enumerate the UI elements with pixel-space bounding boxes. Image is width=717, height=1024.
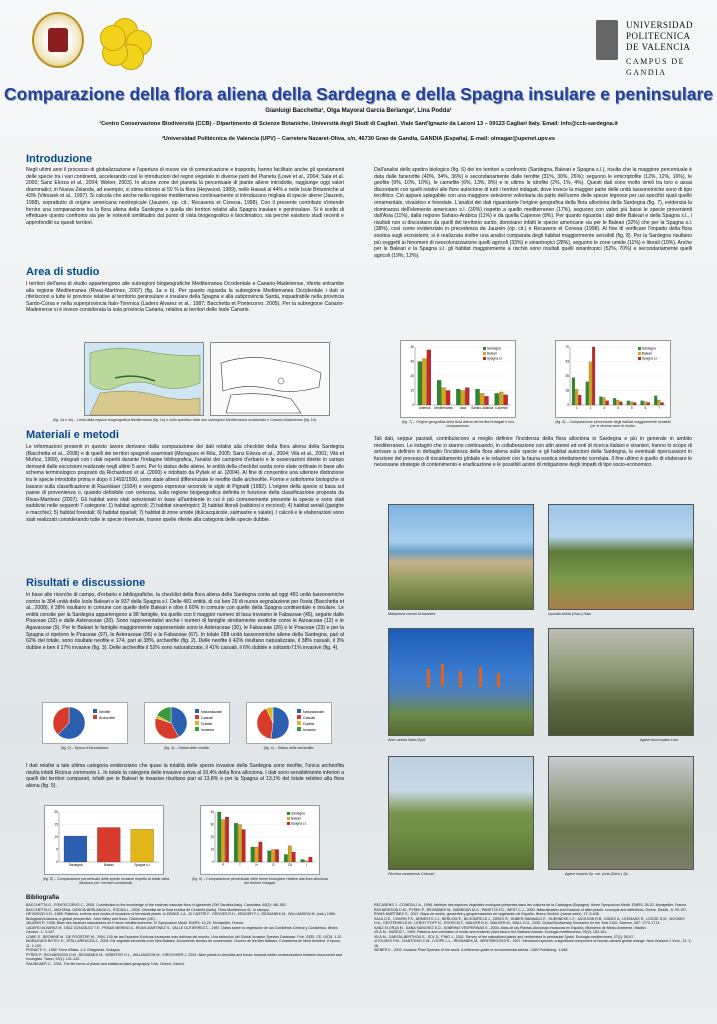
bar (288, 846, 291, 862)
photo-agave (548, 628, 694, 736)
methods-heading: Materiali e metodi (26, 429, 119, 441)
x-tick-label: I (306, 863, 308, 867)
y-tick-label: 0 (56, 860, 58, 865)
bibliography-right (374, 903, 692, 953)
results-heading: Risultati e discussione (26, 577, 146, 589)
upv-line2: POLITECNICA (626, 31, 691, 41)
bar (427, 350, 431, 405)
bar (465, 388, 469, 405)
y-tick-label: 18 (565, 388, 569, 393)
reference-item: PIGNATTI S., 1982. Flora d'Italia, 1-3. Edagricole, Bologna. (26, 948, 121, 952)
upv-line3: DE VALENCIA (626, 42, 691, 52)
bar (504, 395, 508, 405)
x-tick-label: Baleari (104, 863, 114, 867)
legend-label: Invasive (201, 728, 215, 732)
intro-text: Negli ultimi anni il processo di globalizzazione e l'apertura di nuove vie di comunicazione e trasporto, hanno facilitato anche gli spostamenti delle specie tra i vari continenti, accelerando così le introduzioni del regno vegetale in diverse parti del Pianeta (Lowe et al., 2004; Sala et al. 2000; Sanz Elorza et al., 2004; Weber, 2003). In alcune zone del pianeta la percentuale di piante aliene introdotte, raggiunge oggi valori drammatici; in Nuova Zelanda, ad esempio, si stima intorno al 50 % la flora (Heywood, 1989), nelle Hawaii al 44% e nelle Isole Britanniche al 43% (Vitousek et al., 1997). Si calcola che anche nella regione mediterranea continuamente si introducano migliaia di specie aliene (Jauzein, 1998), soprattutto di origine americana neotropicale (Jauzein, op. cit.; Recasens et Conesa, 1998). Con il presente contributo s'intende fornire una comparazione tra la flora aliena della Sardegna e quella dei territori relativi alla Spagna insulare e peninsulare. Si è scelto di effettuare questo confronto sia per le notevoli similitudini dal punto di vista biogeografico e bioclimatico, sia perché esistono studi recenti e approfonditi su questi territori. (26, 167, 344, 226)
upv-campus: CAMPUS DE GANDIA (626, 57, 686, 77)
bar (456, 389, 460, 405)
bar (575, 389, 578, 405)
upv-line1: UNIVERSIDAD (626, 20, 693, 30)
photo3-caption: Aloe camea Salm-Dyck (388, 738, 426, 742)
fig3-caption: (fig. 3) – Status delle neofite. (164, 746, 210, 750)
bar (627, 401, 630, 405)
reference-item: BACCHETTA G., MAYORAL GARCÍA BERLANGA O., PODDA L., 2008. Checklist de la flora exótica de Cerdeña (Italia). Flora Montiberica 41. In stampa. (26, 907, 270, 912)
x-tick-label: 5 (630, 406, 633, 410)
reference-item: MORAGUES BOTEY E., RITA LARRUCEA J., 2005. Els vegetals introduïts a les Illes Balears. Documents tècnics de conservació. Govern de les Illes Balears. Conselleria de Medi Ambient. II época, 11: 1-109. (26, 939, 341, 948)
reference-item: VILÀ M., MUÑOZ I., 1999. Patterns and correlates of exotic and endemic plant taxa in the Balearic islands. Ecologia mediterranea, 25(2): 153-161. (374, 930, 608, 934)
y-tick-label: 5 (56, 847, 58, 852)
fig8-chart-svg (556, 341, 670, 417)
fig1-caption: (fig. 1a e 1b) – Limiti della regione biogeografica Mediterranea (fig. 1a) e nello specifico delle due subregioni Mediterranea occidentale e Canario-Madeirense (fig. 1b). (53, 418, 317, 422)
bar (606, 401, 609, 405)
legend-label: Baleari (291, 816, 301, 821)
y-tick-label: 40 (410, 345, 414, 350)
photo-opuntia (548, 504, 694, 610)
bar (589, 362, 592, 405)
photo-malephora (388, 504, 534, 610)
fig6-chart-svg (201, 806, 319, 874)
bar (292, 852, 295, 862)
bar (442, 388, 446, 405)
bar (633, 403, 636, 405)
bar (661, 403, 664, 405)
bar (578, 395, 581, 405)
bar (271, 850, 274, 863)
bibliography-heading: Bibliografia (26, 895, 60, 901)
legend-label: Invasive (303, 728, 317, 732)
fig4-caption: (fig. 4) – Status delle archeofite. (263, 746, 315, 750)
x-tick-label: 4 (617, 406, 619, 410)
pie-slice (271, 707, 289, 739)
legend-swatch (297, 715, 301, 719)
legend-label: Dubbie (201, 722, 213, 726)
legend-swatch (638, 352, 641, 355)
legend-swatch (483, 347, 486, 350)
bar (418, 362, 422, 406)
photo6-caption: Agave inopina Sp. var. picta (Salm.) Sp. (565, 872, 629, 876)
bar (630, 402, 633, 405)
fig6-caption: (fig. 6) – Comparazione percentuale delle forme biologiche relative alla flora alloctona dei territori indagati. (192, 877, 328, 886)
reference-item: HEYWOOD V.H., 1989. Patterns, extents and modes of invasions of terrestrial plants. In DRAKE J.A., DI CASTRI F., GROVES R.H., KRUGER F.J., REJMANEK M., WILLIAMSON M. (eds.) 1989. Biological invasions, a global perspective. John Wiley and Sons, Chichester (UK). (26, 912, 336, 921)
y-tick-label: 0 (212, 860, 214, 865)
x-tick-label: Spagna s.l. (134, 863, 151, 867)
map-mediterranean-region (84, 342, 204, 416)
x-tick-label: 6 (644, 406, 647, 410)
bar (284, 855, 287, 863)
photo-aloe (388, 628, 534, 736)
legend-swatch (195, 727, 199, 731)
photo2-caption: Opuntia stricta (Haw.) Haw. (548, 612, 592, 616)
poster-title: Comparazione della flora aliena della Sardegna e della Spagna insulare e peninsulare (4, 84, 713, 104)
y-tick-label: 20 (410, 374, 414, 379)
bar (592, 347, 595, 405)
authors: Gianluigi Bacchetta¹, Olga Mayoral García Berlanga², Lina Podda¹ (265, 108, 452, 114)
bar (446, 391, 450, 406)
map-1a-svg (85, 343, 203, 415)
ccb-flower-logo-icon (92, 10, 156, 72)
fig3-pie-svg (145, 703, 229, 743)
study-area-text: I territori dell'area di studio appartengono alle subregioni biogeografiche Mediterranea Occidentale e Canario-Madeirense, riferite entrambe alla regione Mediterranea (Rivas-Martínez, 2007) (fig. 1a e b). Per quanto riguarda la subregione Mediterranea Occidentale i dati si riferiscono a tutte le province relative al territorio peninsulare e insulare della Spagna e alla subprovincia Sarda, inquadrabile nella provincia Sardo-Corsa e nella superprovincia Italo-Tirrenica (Ladero Alvarez et al., 1987; Bacchetta et Pontecorvo, 2005). Per la subregione Canario-Madeirense si è invece considerata la sola provincia Canaria, relativa ai territori delle Isole Canarie. (26, 281, 344, 314)
legend-label: Spagna s.l. (291, 821, 307, 826)
bar (225, 817, 228, 862)
photo4-caption: Agave fourcroydes Lem. (640, 738, 679, 742)
reference-item: LOWE S., BROWNE M., DE POORTER M., 2004. 100 de las Especies Exóticas Invasoras más dañinas del mundo. Una selección del Global Invasive Species Database. Pub. GEEI, CE, UICN. 1-12. (26, 934, 343, 939)
y-tick-label: 20 (54, 810, 58, 815)
bar (305, 861, 308, 862)
legend-label: Naturalizzate (303, 710, 324, 714)
y-tick-label: 0 (567, 403, 569, 408)
legend-label: Baleari (487, 351, 497, 356)
bar (620, 402, 623, 405)
fig2-pie-box (42, 702, 128, 744)
legend-label: Sardegna (642, 346, 656, 351)
reference-item: WEBER E., 2003. Invasive Plant Species of the world. A reference guide to environmental weeds. CABI Publishing. 1-548. (374, 948, 569, 952)
university-cagliari-seal-icon (32, 12, 84, 68)
bar (484, 396, 488, 405)
reference-item: SANZ ELORZA M., DANA SÁNCHEZ E.D., SOBRINO VESPERINAS E., 2004. Atlas de las Plantas Alóctonas Invasoras en España. Ministerio de Medio Ambiente, Madrid. (374, 925, 647, 930)
legend-label: Casuali (201, 716, 213, 720)
x-tick-label: H (255, 863, 258, 867)
bar (616, 400, 619, 405)
affiliation-1: ¹Centro Conservazione Biodiversità (CCB) - Dipartimento di Scienze Botaniche, Università degli Studi di Cagliari. Viale Sant'Ignazio da Laconi 13 – 09123 Cagliari Italy. Email: info@ccb-sardegna.it (99, 121, 618, 127)
legend-label: Neofite (99, 710, 111, 714)
legend-swatch (287, 822, 290, 825)
legend-label: Baleari (642, 351, 652, 356)
photo-pluchea (388, 756, 534, 870)
fig7-chart-svg (401, 341, 515, 417)
results-text-2: I dati relativi a tale ultima categoria evidenziano che quasi la totalità delle specie invasive della Sardegna sono neofite, l'unica archeofita risulta infatti Ricinus communis L. In totale la categoria delle invasive arriva al 10,4% della flora alloctona. I dati sono sensibilmente inferiori a quelli dei territori comparati, infatti per le Baleari le invasive risultano pari al 13,8% e per la Spagna al 13,1% del totale relativo alla flora aliena (fig. 5). (26, 763, 344, 789)
reference-item: RICHARDSON D.M., PYŠEK P., REJMÁNEK M., BARBOUR M.G., PANETTA F.D., WEST C.J., 2000. Naturalization and invasion of alien plants: concepts and definitions. Divers. Distrib., 6: 93-107. (374, 907, 688, 912)
map-western-subregions (210, 342, 330, 416)
legend-swatch (297, 709, 301, 713)
reference-item: RECASENS J., CONESA J.A., 1998. Attributs des espèces végétales exotiques présentes dans les cultures de la Catalogne (Espagne). 6ème Symposium Médit. EWRS: 26-32. Montpellier, France. (374, 903, 688, 907)
fig8-caption: (fig. 8) – Comparazione percentuale degli habitat maggiormente sensibili per le diverse aree di studio. (555, 420, 671, 429)
bar (603, 398, 606, 405)
x-tick-label: 3 (603, 406, 606, 410)
bar (238, 825, 241, 863)
bar (572, 378, 575, 405)
photo1-caption: Malephora crocea Schwantes (388, 612, 436, 616)
bar (309, 857, 312, 862)
bar (644, 402, 647, 405)
bar (613, 398, 616, 405)
y-tick-label: 70 (565, 345, 569, 350)
bar (495, 393, 499, 405)
bar (255, 847, 258, 862)
x-tick-label: America (418, 406, 431, 410)
x-tick-label: G (272, 863, 275, 867)
fig5-caption: (fig. 5) – Comparazione percentuale delle specie invasive rispetto al totale della alloctone per i territori considerati. (42, 877, 170, 886)
legend-label: Spagna s.l. (487, 356, 503, 361)
x-tick-label: Ch (287, 863, 293, 867)
affiliation-2: ²Universidad Politécnica de Valencia (UPV) – Carretera Nazaret-Oliva, s/n, 46730 Grao de Gandia, GANDIA (España). E-mail: olmagar@upvnet.upv.es (161, 136, 556, 142)
discussion-text: Dall'analisi dello spettro biologico (fig. 6) dei tre territori a confronto (Sardegna, Baleari e Spagna s.l.), risulta che la maggiore percentuale è data dalle fanerofite (40%, 34%, 36%) e secondariamente dalle terofite (31%, 30%, 26%); seguono le emicriptofite (12%, 12%, 16%), le geofite (9%, 10%, 10%), le camefite (6%, 13%, 8%) e in ultimo le idrofite (2%, 1%, 4%). Questi dati sono molto simili tra loro e assai discordanti con quelli relativi alle flore autoctone di tutti i territori indagati, dove invece la maggior parte delle unità tassonomiche sono di tipo terofitico. Ciò appare spiegabile con una maggiore selezione volontaria da parte dell'uomo delle specie legnose per usi specifici quali quello ornamentale, vivaistico e forestale. L'analisi dei dati riguardante l'origine geografica della flora alloctona della Sardegna (fig. 7), evidenzia la dominanza dell'elemento americano s.l. (30%) rispetto a quello mediterraneo (17%), seguono con valori più bassi le specie provenienti dall'Asia (11%), dalla regione Saharo-Arabica (11%) e da quella Capense (8%). Per quanto riguarda i dati delle Baleari e della Spagna s.l., i risultati non si discostano da quelli del territorio sardo, dominano infatti le specie americane sia per le Baleari (32%) che per la Spagna s.l. (38%), così come evidenziato in precedenza da Jauzein (op. cit.) e Recasens et Conesa (1998). Al fine di verificare l'impatto della flora esotica sugli ecosistemi, si è realizzata inoltre una analisi comparata degli habitat maggiormente sensibili (fig. 8). Per la Sardegna risultano più soggetti ai fenomeni di neocolonizzazione quelli agricoli (33%) e sinantropici (28%), seguono le zone umide (11%) e litorali (10%). Anche per le Baleari e la Spagna s.l. gli habitat maggiormente a rischio sono risultati quelli sinantropici (52%, 70%) e secondariamente quelli agricoli (19%, 12%). (374, 167, 692, 259)
bar (218, 812, 221, 862)
bar (461, 391, 465, 406)
reference-item: BACCHETTA G., PONTECORVO C., 2005. Contribution to the knowledge of the endemic vascular flora of Iglesiente (SW Sardinia-Italy). Candollea, 60(2): 481-501. (26, 903, 287, 907)
bar (268, 851, 271, 862)
x-tick-label: P (222, 863, 225, 867)
legend-swatch (483, 352, 486, 355)
y-tick-label: 35 (565, 374, 569, 379)
bar (658, 400, 661, 405)
reference-item: RAUNKIAER C., 1934. The life forms of plants and statistical plant geography. Univ. Oxford, Oxford. (26, 961, 185, 966)
bar (599, 397, 602, 405)
bar (641, 401, 644, 405)
legend-swatch (195, 709, 199, 713)
y-tick-label: 53 (565, 359, 569, 364)
legend-label: Casuali (303, 716, 315, 720)
legend-swatch (638, 357, 641, 360)
reference-item: LADERO ALVAREZ M., DÍAZ GONZÁLEZ T.E., PENAS MERINO A., RIVAS-MARTÍNEZ S., VALLE GUTIÉRREZ C., 1987. Datos sobre la vegetación de las Cordilleras Central y Cantábrica. Itinera Geobot., 1: 3-147. (26, 925, 338, 934)
study-area-heading: Area di studio (26, 266, 100, 278)
legend-swatch (297, 727, 301, 731)
legend-label: Naturalizzate (201, 710, 222, 714)
legend-swatch (287, 817, 290, 820)
photo5-caption: Pluchea canariensis Chiovari (388, 872, 435, 876)
bar (499, 392, 503, 405)
methods-text: Le informazioni presenti in questo lavoro derivano dalla comparazione dei dati relativi alla checklist della flora aliena della Sardegna (Bacchetta et al., 2008) e di quelli dei territori spagnoli esaminati (Moragues et Rita, 2005; Sanz Elorza et al., 2004; Vilà et al., 2001; Vilà et Muñoz, 1999), integrati con i dati reperiti durante l'indagine bibliografica, l'analisi dei campioni d'erbario e le osservazioni dirette in campo derivanti dalle escursioni realizzate negli ultimi 5 anni. Per lo status delle aliene, le entità della checklist sarda sono state ordinate in base allo schema terminologico proposto da Richardson et al. (2000) e ridottato da Pyšek et al. (2004). Al fine di consentire una ulteriore distinzione tra le specie introdotte prima e dopo il 1492/1500, sono state altresì differenziate le neofite dalle archeofite. Forme e sottoforme biologiche si basano sulla classificazione di Raunkiaer (1934) e vengono espresse secondo le sigle di Pignatti (1982). L'origine della specie si basa sul paese di provenienza o, quando definibile con certezza, sulla regione biogeografica definita in funzione della classificazione proposta da Rivas-Martinez (2007). Gli habitat sono stati selezionati in base all'ambiente in cui è più comunemente presente la specie e sono stati suddivisi nelle seguenti 7 categorie: 1) habitat agricoli; 2) habitat sinantropici; 3) habitat litorali (sabbiosi e rocciosi); 4) habitat seriali (garighe e macchie); 5) habitat forestali; 6) habitat ripariali; 7) habitat di zone umide (dulcacquicole, salmastre e salate). I calcoli e le elaborazioni sono stati realizzati considerando tutte le specie rinvenute, tranne quelle riferite alla categoria delle specie dubbie. (26, 444, 344, 523)
x-tick-label: Sardegna (68, 863, 83, 867)
reference-item: VILÀ M., GARCÍA-BERTHOU E., SOL D., PINO J., 2001. Survey of the naturalized plants and vertebrates in peninsular Spain. Ecologia mediterranea, 27(1): 55-67. (374, 934, 635, 939)
upv-name (626, 20, 717, 78)
upv-logo-icon (596, 20, 618, 60)
bar (422, 359, 426, 405)
poster-header (0, 0, 717, 150)
aloe-flowers-svg (389, 629, 533, 735)
reference-item: PYŠEK P., RICHARDSON D.M., REJMÁNEK M., WEBSTER G.L., WILLIAMSON M., KIRSCHNER J. 2004. Alien plants in checklist and floras: towards better communication between taxonomist and ecologists. Taxon, 53(1): 131-143. (26, 952, 342, 961)
x-tick-label: 7 (658, 406, 661, 410)
legend-swatch (93, 709, 97, 713)
results-text: In base alle ricerche di campo, d'erbario e bibliografiche, la checklist della flora aliena della Sardegna conta ad oggi 481 unità tassonomiche contro le 304 unità delle Isole Baleari e le 937 della Spagna s.l. Delle 481 entità, di cui ben 29 di nuova segnalazione per l'isola (Bacchetta et al., 2008), il 38% risultano in comune con quelle delle Baleari e oltre il 60% in comune con quelle della Spagna continentale e insulare. Le entità censite per la Sardegna appartengono a 98 famiglie, tra quelle con il maggior numero di taxa troviamo le Fabaceae (45), seguite dalle Poaceae (32) e dalle Asteraceae (30). Sono rappresentativi anche i numeri di famiglie strettamente esotiche come le Aizoaceae (12) e le Agavaceae (9). Per le Baleari le famiglie maggiormente rappresentate sono le Asteraceae (30), le Fabaceae (26) e le Poaceae (23) e per la Spagna si ripetono le Poaceae (97), le Asteraceae (95) e le Fabaceae (67). In totale 288 unità tassonomiche aliene della Sardegna, pari al 62% del totale, sono risultate neofite e 174, pari al 38%, archeofite (fig. 2). Delle neofite il 42% risultano naturalizzate, il 38% casuali, il 3% dubbie e ben il 17% invasive (fig. 3). Delle archeofite il 52% sono naturalizzate, il 41% casuali, il 6% dubbie e soltanto l'1% invasive (fig. 4). (26, 592, 344, 651)
x-tick-label: Asia (459, 406, 467, 410)
x-tick-label: Saharo-Arabica (471, 406, 494, 410)
legend-label: Archeofite (99, 716, 116, 720)
legend-swatch (195, 721, 199, 725)
fig5-chart (44, 805, 164, 875)
y-tick-label: 10 (210, 847, 214, 852)
reference-item: VITOUSEK P.M., D'ANTONIO C.M., LOOPE L.L., REJMANEK M., WESTBROOKS R., 1997. Introduced species: a significant component of human-caused global change. New Zealand J. Ecol., 21: 1-16. (374, 939, 692, 948)
bar (475, 389, 479, 405)
bar (480, 393, 484, 405)
y-tick-label: 40 (210, 810, 214, 815)
fig4-pie-box (246, 702, 332, 744)
legend-swatch (638, 347, 641, 350)
photo-agave-inopina (548, 756, 694, 870)
fig2-caption: (fig. 2) – Epoca d'introduzione. (60, 746, 110, 750)
intro-heading: Introduzione (26, 153, 92, 165)
bar (131, 829, 154, 862)
fig5-chart-svg (45, 806, 163, 874)
bar (259, 842, 262, 862)
bar (586, 382, 589, 405)
x-tick-label: Mediterraneo (434, 406, 454, 410)
y-tick-label: 30 (410, 359, 414, 364)
legend-label: Sardegna (291, 811, 305, 816)
reference-item: JAUZEIN P., 1998. Bilan des espèces naturalisées en France méditerranéenne. VI Symposium Medit. EWRS: 19-25. Montpellier, France. (26, 921, 245, 925)
bar (242, 830, 245, 863)
bar (301, 860, 304, 863)
conclusion-text: Tali dati, seppur parziali, contribuiscono a meglio definire l'incidenza della flora alloctona in Sardegna e più in generale in ambito mediterraneo. Le indagini che si stanno continuando, in collaborazione con altri atenei ed enti di ricerca italiani e stranieri, hanno lo scopo di arrivare a definire in dettaglio l'incidenza della flora aliena sulle specie e gli habitat autoctoni della Sardegna, le eventuali ripercussioni in funzione del processo di riscaldamento globale e le relazioni con la fauna esotica strettamente correlata. Il fine ultimo è quello di elaborare le necessarie strategie di contenimento e eradicazione e le possibili azioni di mitigazione degli impatti di tipo socio-economico. (374, 436, 692, 469)
y-tick-label: 10 (410, 388, 414, 393)
x-tick-label: 2 (589, 406, 592, 410)
legend-label: Sardegna (487, 346, 501, 351)
y-tick-label: 0 (412, 403, 414, 408)
bar (437, 380, 441, 405)
bar (221, 820, 224, 863)
fig4-pie-svg (247, 703, 331, 743)
reference-item: SALA O.E., CHAPIN F.S., ARMESTO J.J., BERLOW E., BLOOMFIELD J., DIRZO R., HUBER-SANWALD E., HUENNEKE L.F., JACKSON R.B., KINZIG A., LEEMANS R., LODGE D.M., MOONEY H.A., OESTERHELD M., LEROY POFF N., SYKES M.T., WALKER B.H., WALKER M., WALL D.H., 2000. Global Biodiversity Scenarios for the Year 2100. Science, 287: 1770-1774. (374, 916, 686, 925)
fig7-chart (400, 340, 516, 418)
legend-label: Dubbie (303, 722, 315, 726)
reference-item: RIVAS-MARTÍNEZ S., 2007. Mapa de series, geoseries y geopermaseries de vegetación de España. Itinera Geobot. (nueva serie), 17: 5-436. (374, 912, 600, 916)
y-tick-label: 10 (54, 835, 58, 840)
legend-swatch (195, 715, 199, 719)
bar (234, 823, 237, 862)
legend-label: Spagna s.l. (642, 356, 658, 361)
legend-swatch (93, 715, 97, 719)
bar (647, 403, 650, 405)
bar (251, 847, 254, 862)
fig2-pie-svg (43, 703, 127, 743)
bibliography-left (26, 903, 344, 966)
legend-swatch (297, 721, 301, 725)
fig6-chart (200, 805, 320, 875)
y-tick-label: 30 (210, 822, 214, 827)
fig7-caption: (fig. 7) – Origine geografica della flora aliena dei territori indagati e loro comparazione. (401, 420, 515, 429)
x-tick-label: T (239, 863, 241, 867)
legend-swatch (483, 357, 486, 360)
y-tick-label: 20 (210, 835, 214, 840)
fig8-chart (555, 340, 671, 418)
bar (97, 828, 120, 863)
x-tick-label: Capense (495, 406, 508, 410)
fig3-pie-box (144, 702, 230, 744)
map-1b-svg (211, 343, 329, 415)
x-tick-label: 1 (575, 406, 578, 410)
bar (64, 836, 87, 862)
y-tick-label: 15 (54, 822, 58, 827)
bar (275, 850, 278, 863)
legend-swatch (287, 812, 290, 815)
bar (654, 396, 657, 405)
